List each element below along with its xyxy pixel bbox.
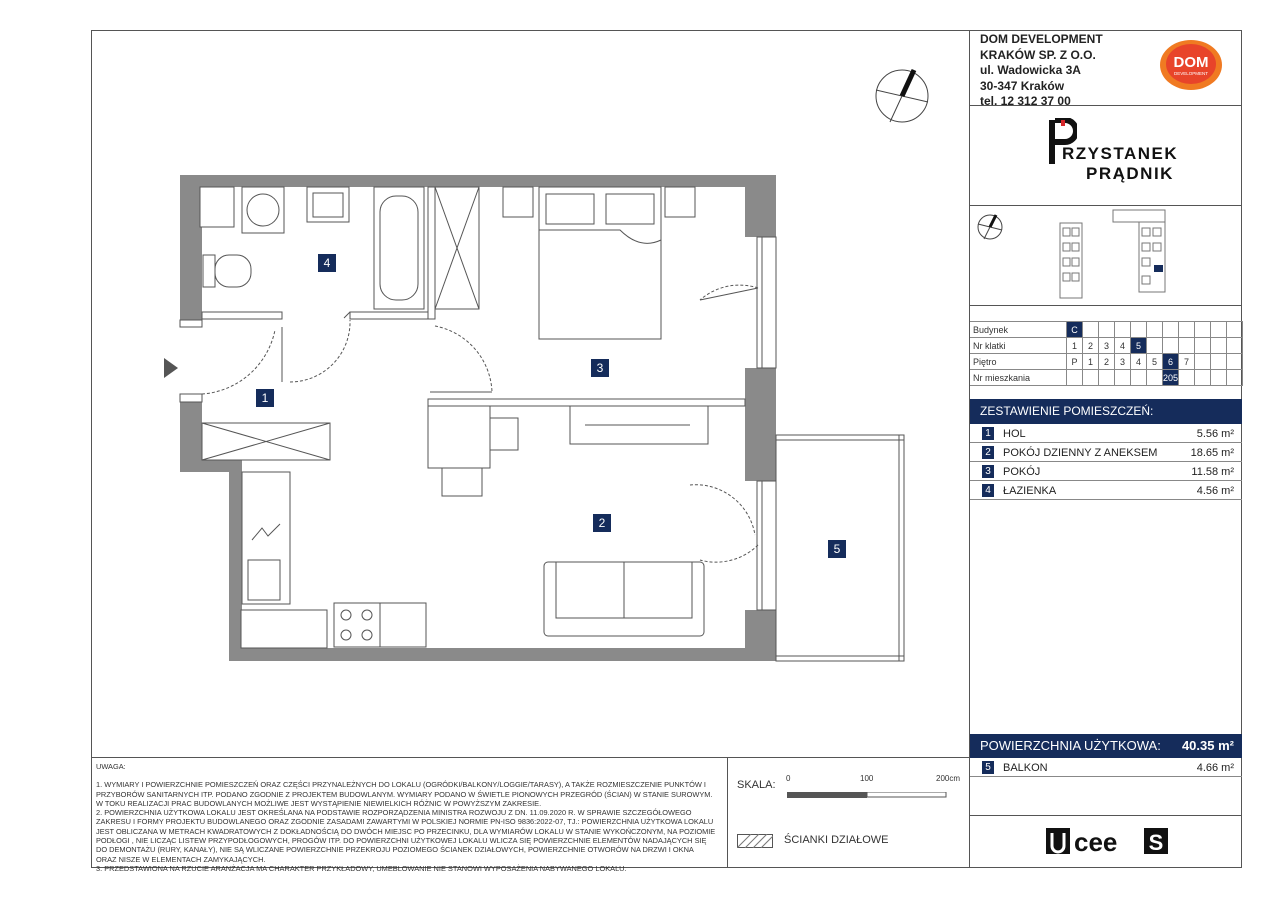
grid-cell: 5 (1131, 338, 1147, 354)
rooms-header: ZESTAWIENIE POMIESZCZEŃ: (970, 399, 1242, 424)
grid-cell (1227, 338, 1243, 354)
note-3: 3. PRZEDSTAWIONA NA RZUCIE ARANŻACJA MA CHARAKTER PRZYKŁADOWY, UMEBLOWANIE NIE STANOWI WYPOSAŻENIA NABYWANEGO LOKALU. (96, 863, 627, 873)
footer-divider (969, 815, 1242, 816)
notes-scale-divider (727, 757, 728, 868)
floor-plan (150, 170, 910, 670)
dom-logo (1158, 38, 1224, 92)
company-street: ul. Wadowicka 3A (980, 63, 1081, 77)
grid-cell: 3 (1115, 354, 1131, 370)
scale-tick-100: 100 (860, 774, 874, 783)
company-info (980, 32, 1103, 110)
balcony-row (970, 759, 1242, 777)
ucees-logo-s: S (1148, 830, 1164, 855)
grid-cell (1211, 338, 1227, 354)
grid-cell (1163, 338, 1179, 354)
room-number: 3 (982, 465, 994, 478)
grid-cell (1147, 338, 1163, 354)
grid-row-label: Budynek (970, 322, 1067, 338)
grid-cell: P (1067, 354, 1083, 370)
room-marker-2: 2 (593, 514, 611, 532)
room-row (970, 482, 1242, 500)
grid-row-label: Nr mieszkania (970, 370, 1067, 386)
company-city: 30-347 Kraków (980, 78, 1065, 93)
grid-cell (1083, 370, 1099, 386)
grid-cell (1179, 370, 1195, 386)
notes-title: UWAGA: (96, 762, 126, 771)
scale-tick-0: 0 (786, 774, 791, 783)
room-marker-1: 1 (256, 389, 274, 407)
total-area (970, 734, 1242, 758)
room-name: ŁAZIENKA (1003, 485, 1057, 497)
grid-cell: C (1067, 322, 1083, 338)
grid-cell (1179, 338, 1195, 354)
grid-cell: 4 (1131, 354, 1147, 370)
company-name: DOM DEVELOPMENT (980, 32, 1103, 46)
grid-cell (1227, 322, 1243, 338)
grid-cell (1195, 354, 1211, 370)
room-number: 1 (982, 427, 994, 440)
scale-bar (787, 785, 947, 791)
keyplan-building-icon (1055, 208, 1170, 303)
room-number: 2 (982, 446, 994, 459)
dom-logo-text: DOM (1173, 54, 1209, 71)
grid-cell (1083, 322, 1099, 338)
balcony-number: 5 (982, 761, 994, 774)
grid-cell (1211, 354, 1227, 370)
project-name (1062, 144, 1178, 184)
grid-cell: 6 (1163, 354, 1179, 370)
company-phone: tel. 12 312 37 00 (980, 94, 1071, 108)
scale-label: SKALA: (737, 779, 776, 791)
company-name-2: KRAKÓW SP. Z O.O. (980, 47, 1096, 62)
compass-icon (874, 68, 930, 124)
grid-cell (1147, 370, 1163, 386)
grid-cell (1195, 370, 1211, 386)
grid-cell (1211, 370, 1227, 386)
note-1: 1. WYMIARY I POWIERZCHNIE POMIESZCZEŃ ORAZ CZĘŚCI PRZYNALEŻNYCH DO LOKALU (OGRÓDKI/BALKONY/LOGGIE/TARASY), A TAKŻE ROZMIESZCZENIE PUNKTÓW I PRZYBORÓW SANITARNYCH ITP. PODANO ZGODNIE Z PROJEKTEM BUDOWLANYM. WYMIARY PODANO W ŚWIETLE PIONOWYCH PRZEGRÓD (ŚCIAN) W STANIE SUROWYM. W TOKU REALIZACJI PRAC BUDOWLANYCH MOŻLIWE JEST WYSTĄPIENIE NIEWIELKICH RÓŻNIC W POWYŻSZYM ZAKRESIE. (96, 780, 713, 808)
grid-cell: 2 (1099, 354, 1115, 370)
hatch-legend-icon (737, 834, 773, 848)
grid-cell (1131, 322, 1147, 338)
grid-row (970, 370, 1243, 386)
room-area: 18.65 m² (1190, 447, 1234, 459)
grid-cell: 205 (1163, 370, 1179, 386)
keyplan-divider (969, 305, 1242, 306)
note-2: 2. POWIERZCHNIA UŻYTKOWA LOKALU JEST OKREŚLANA NA PODSTAWIE ROZPORZĄDZENIA MINISTRA ROZWOJU Z DN. 11.09.2020 R. W SPRAWIE SZCZEGÓŁOWEGO ZAKRESU I FORMY PROJEKTU BUDOWLANEGO ORAZ ZGODNIE ZASADAMI ZAWARTYMI W POLSKIEJ NORMIE PN-ISO 9836:2022-07, TJ.: POWIERZCHNIA UŻYTKOWA LOKALU JEST OBLICZANA W METRACH KWADRATOWYCH Z DOKŁADNOŚCIĄ DO DWÓCH MIEJSC PO PRZECINKU, DLA WYMIARÓW LOKALU W STANIE WYKOŃCZONYM, NA POZIOMIE PODŁOGI , NIE LICZĄC LISTEW PRZYPODŁOGOWYCH, PROGÓW ITP. DO POWIERZCHNI UŻYTKOWEJ LOKALU WLICZA SIĘ POWIERZCHNIE ELEMENTÓW NADAJĄCYCH SIĘ DO DEMONTAŻU (RURY, KANAŁY), NIE SĄ WLICZANE POWIERZCHNIE PRZEKROJU POZIOMEGO ŚCIANEK DZIAŁOWYCH, POWIERZCHNIE OTWORÓW NA DRZWI I OKNA ORAZ NISZE W ELEMENTACH ZAMYKAJĄCYCH. (96, 808, 716, 864)
ucees-logo (1046, 826, 1170, 856)
total-area-label: POWIERZCHNIA UŻYTKOWA: (980, 738, 1161, 753)
grid-row (970, 322, 1243, 338)
grid-cell (1227, 370, 1243, 386)
grid-cell (1115, 370, 1131, 386)
grid-row (970, 354, 1243, 370)
grid-cell: 2 (1083, 338, 1099, 354)
room-marker-4: 4 (318, 254, 336, 272)
grid-cell: 1 (1067, 338, 1083, 354)
grid-cell (1195, 338, 1211, 354)
grid-row-label: Piętro (970, 354, 1067, 370)
balcony-area: 4.66 m² (1196, 762, 1234, 774)
svg-text:cee: cee (1074, 827, 1118, 856)
keyplan-compass-icon (976, 213, 1004, 241)
room-row (970, 463, 1242, 481)
grid-cell (1067, 370, 1083, 386)
room-number: 4 (982, 484, 994, 497)
project-divider (969, 205, 1242, 206)
grid-cell (1099, 322, 1115, 338)
balcony-name: BALKON (1003, 762, 1048, 774)
grid-cell: 3 (1099, 338, 1115, 354)
grid-cell: 4 (1115, 338, 1131, 354)
walls-legend-label: ŚCIANKI DZIAŁOWE (784, 834, 889, 846)
room-marker-5: 5 (828, 540, 846, 558)
dom-logo-subtext: DEVELOPMENT (1173, 71, 1209, 76)
grid-cell: 1 (1083, 354, 1099, 370)
room-name: POKÓJ DZIENNY Z ANEKSEM (1003, 447, 1158, 459)
room-area: 4.56 m² (1196, 485, 1234, 497)
room-row (970, 444, 1242, 462)
grid-cell (1131, 370, 1147, 386)
room-name: HOL (1003, 428, 1026, 440)
grid-cell: 5 (1147, 354, 1163, 370)
project-name-line2: PRĄDNIK (1086, 164, 1174, 183)
grid-cell (1099, 370, 1115, 386)
room-area: 11.58 m² (1191, 466, 1234, 478)
grid-cell (1211, 322, 1227, 338)
grid-cell (1115, 322, 1131, 338)
grid-row (970, 338, 1243, 354)
project-name-line1: RZYSTANEK (1062, 144, 1179, 163)
grid-cell (1227, 354, 1243, 370)
room-row (970, 425, 1242, 443)
apartment-info-grid (970, 321, 1243, 386)
room-area: 5.56 m² (1196, 428, 1234, 440)
grid-cell (1163, 322, 1179, 338)
room-name: POKÓJ (1003, 466, 1041, 478)
grid-cell (1179, 322, 1195, 338)
notes-divider (91, 757, 969, 758)
grid-cell: 7 (1179, 354, 1195, 370)
notes (96, 762, 716, 873)
grid-cell (1195, 322, 1211, 338)
total-area-value: 40.35 m² (1181, 738, 1234, 753)
grid-cell (1147, 322, 1163, 338)
room-marker-3: 3 (591, 359, 609, 377)
grid-row-label: Nr klatki (970, 338, 1067, 354)
scale-tick-200: 200cm (936, 774, 961, 783)
